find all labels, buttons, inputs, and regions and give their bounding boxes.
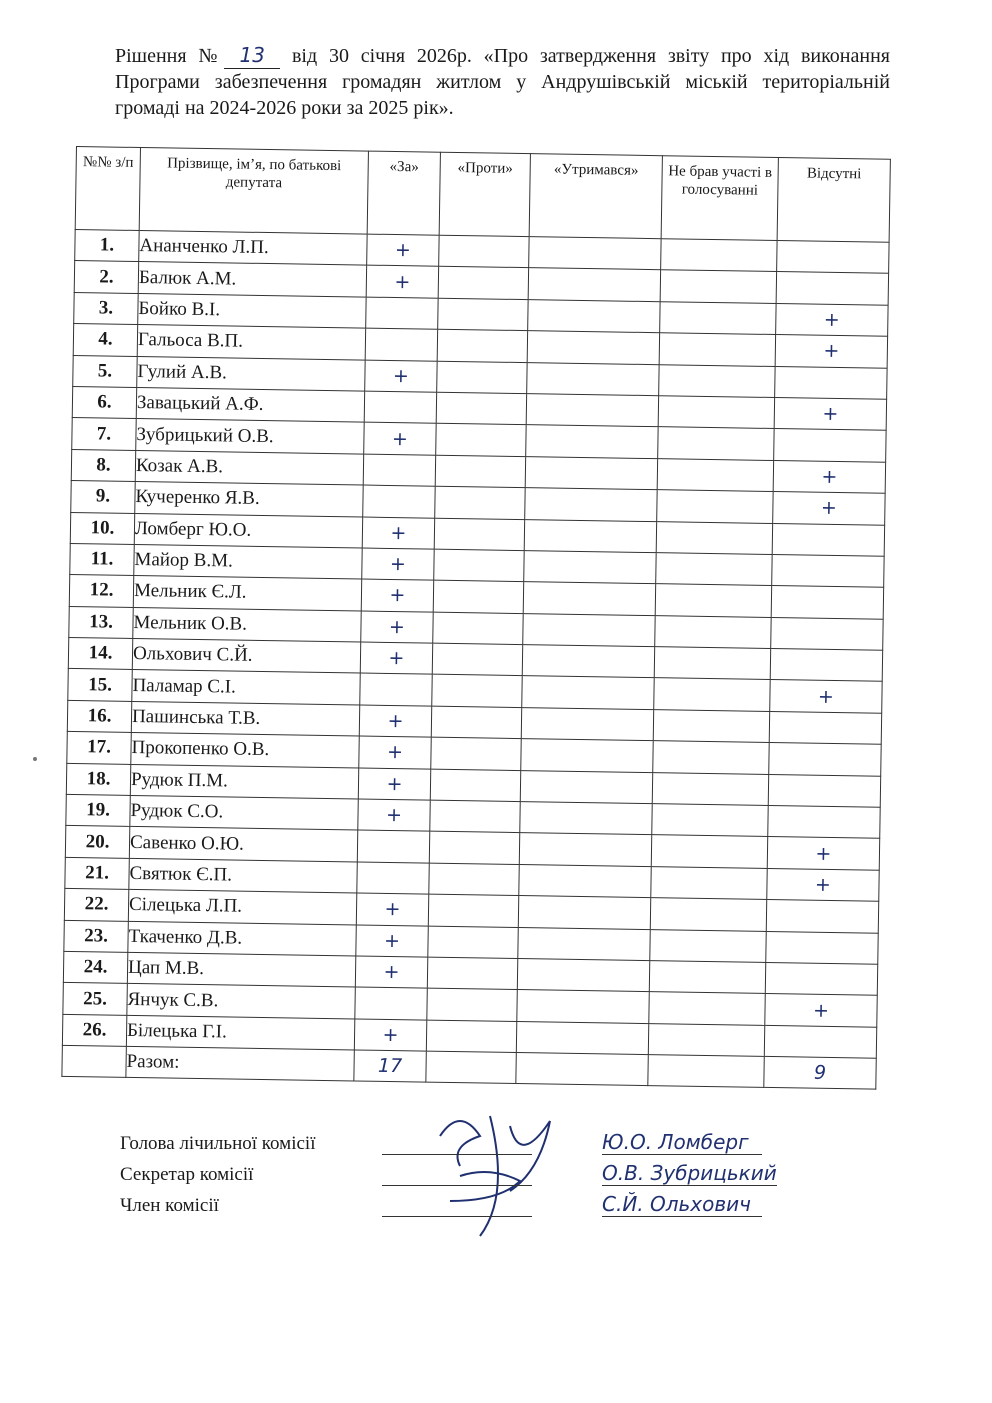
vote-utrymavsia bbox=[526, 394, 658, 427]
vote-vidsutni bbox=[772, 523, 884, 556]
vote-utrymavsia bbox=[527, 362, 659, 395]
vote-za: + bbox=[359, 705, 431, 738]
total-utrymavsia bbox=[516, 1053, 648, 1086]
vote-ne-brav bbox=[656, 553, 772, 586]
vote-za: + bbox=[367, 234, 439, 267]
total-empty-cell bbox=[62, 1046, 126, 1078]
vote-proty bbox=[437, 361, 527, 394]
vote-proty bbox=[434, 549, 524, 582]
total-label: Разом: bbox=[126, 1047, 354, 1082]
vote-vidsutni bbox=[766, 931, 878, 964]
signature-row-secretary bbox=[120, 1155, 890, 1186]
row-number: 9. bbox=[71, 481, 135, 513]
vote-vidsutni bbox=[769, 743, 881, 776]
vote-ne-brav bbox=[649, 992, 765, 1025]
vote-vidsutni bbox=[771, 586, 883, 619]
total-za: 17 bbox=[354, 1050, 426, 1082]
vote-za: + bbox=[355, 956, 427, 989]
vote-vidsutni bbox=[768, 805, 880, 838]
vote-utrymavsia bbox=[523, 582, 655, 615]
vote-vidsutni bbox=[772, 554, 884, 587]
vote-ne-brav bbox=[655, 615, 771, 648]
deputy-name: Янчук С.В. bbox=[127, 984, 355, 1019]
vote-utrymavsia bbox=[521, 707, 653, 740]
vote-proty bbox=[431, 706, 521, 739]
vote-vidsutni bbox=[765, 962, 877, 995]
vote-table bbox=[61, 146, 891, 1090]
vote-utrymavsia bbox=[525, 456, 657, 489]
vote-vidsutni: + bbox=[774, 397, 886, 430]
vote-za bbox=[357, 862, 429, 895]
vote-proty bbox=[436, 392, 526, 425]
vote-ne-brav bbox=[653, 710, 769, 743]
vote-utrymavsia bbox=[528, 268, 660, 301]
deputy-name: Рудюк С.О. bbox=[130, 795, 358, 830]
vote-utrymavsia bbox=[527, 331, 659, 364]
vote-proty bbox=[432, 643, 522, 676]
vote-vidsutni: + bbox=[767, 837, 879, 870]
vote-utrymavsia bbox=[518, 896, 650, 929]
vote-za: + bbox=[359, 736, 431, 769]
vote-ne-brav bbox=[658, 427, 774, 460]
vote-vidsutni bbox=[768, 774, 880, 807]
deputy-name: Пашинська Т.В. bbox=[131, 701, 359, 736]
vote-ne-brav bbox=[661, 239, 777, 272]
vote-proty bbox=[435, 486, 525, 519]
vote-utrymavsia bbox=[528, 299, 660, 332]
vote-utrymavsia bbox=[521, 739, 653, 772]
signature-role: Секретар комісії bbox=[120, 1164, 254, 1185]
signature-line bbox=[382, 1196, 532, 1217]
deputy-name: Кучеренко Я.В. bbox=[135, 482, 363, 517]
vote-vidsutni: + bbox=[775, 335, 887, 368]
vote-ne-brav bbox=[654, 678, 770, 711]
vote-ne-brav bbox=[653, 741, 769, 774]
vote-proty bbox=[427, 957, 517, 990]
vote-za bbox=[357, 830, 429, 863]
vote-ne-brav bbox=[660, 270, 776, 303]
vote-ne-brav bbox=[658, 396, 774, 429]
vote-proty bbox=[429, 863, 519, 896]
row-number: 2. bbox=[74, 261, 138, 293]
vote-za: + bbox=[362, 548, 434, 581]
signature-name: С.Й. Ольхович bbox=[602, 1192, 762, 1217]
vote-za: + bbox=[356, 925, 428, 958]
signature-line bbox=[382, 1134, 532, 1155]
deputy-name: Ломберг Ю.О. bbox=[134, 513, 362, 548]
vote-za bbox=[355, 987, 427, 1020]
deputy-name: Прокопенко О.В. bbox=[131, 733, 359, 768]
vote-proty bbox=[428, 926, 518, 959]
vote-ne-brav bbox=[655, 584, 771, 617]
vote-proty bbox=[434, 518, 524, 551]
vote-za bbox=[363, 485, 435, 518]
vote-utrymavsia bbox=[529, 237, 661, 270]
vote-ne-brav bbox=[651, 835, 767, 868]
signature-row-member bbox=[120, 1186, 890, 1217]
header-za: «За» bbox=[367, 151, 440, 235]
vote-ne-brav bbox=[656, 521, 772, 554]
vote-ne-brav bbox=[650, 898, 766, 931]
vote-utrymavsia bbox=[522, 676, 654, 709]
vote-vidsutni bbox=[776, 272, 888, 305]
row-number: 16. bbox=[67, 700, 131, 732]
vote-ne-brav bbox=[659, 364, 775, 397]
deputy-name: Паламар С.І. bbox=[132, 670, 360, 705]
vote-za bbox=[363, 454, 435, 487]
deputy-name: Мельник Є.Л. bbox=[133, 576, 361, 611]
header-name: Прізвище, ім’я, по батькові депутата bbox=[139, 148, 368, 235]
vote-za: + bbox=[358, 768, 430, 801]
vote-ne-brav bbox=[659, 333, 775, 366]
vote-za: + bbox=[356, 893, 428, 926]
deputy-name: Савенко О.Ю. bbox=[129, 827, 357, 862]
vote-proty bbox=[432, 675, 522, 708]
deputy-name: Гальоса В.П. bbox=[137, 325, 365, 360]
vote-za: + bbox=[360, 642, 432, 675]
row-number: 22. bbox=[64, 889, 128, 921]
vote-utrymavsia bbox=[523, 613, 655, 646]
vote-za: + bbox=[362, 517, 434, 550]
vote-vidsutni: + bbox=[767, 868, 879, 901]
total-proty bbox=[426, 1051, 516, 1083]
row-number: 21. bbox=[65, 857, 129, 889]
deputy-name: Балюк А.М. bbox=[138, 262, 366, 297]
row-number: 24. bbox=[63, 951, 127, 983]
signature-line bbox=[382, 1165, 532, 1186]
row-number: 26. bbox=[62, 1014, 126, 1046]
row-number: 4. bbox=[73, 324, 137, 356]
deputy-name: Гулий А.В. bbox=[137, 356, 365, 391]
vote-proty bbox=[437, 329, 527, 362]
signature-block bbox=[120, 1124, 890, 1217]
vote-utrymavsia bbox=[517, 959, 649, 992]
total-vidsutni: 9 bbox=[764, 1057, 876, 1090]
deputy-name: Ананченко Л.П. bbox=[139, 231, 367, 266]
scan-speck bbox=[33, 757, 37, 761]
deputy-name: Бойко В.І. bbox=[138, 293, 366, 328]
deputy-name: Цап М.В. bbox=[127, 952, 355, 987]
vote-za: + bbox=[361, 611, 433, 644]
vote-proty bbox=[430, 800, 520, 833]
vote-utrymavsia bbox=[518, 927, 650, 960]
vote-za: + bbox=[361, 579, 433, 612]
row-number: 3. bbox=[74, 292, 138, 324]
vote-proty bbox=[439, 235, 529, 268]
header-vidsutni: Відсутні bbox=[777, 158, 890, 243]
signature-role: Член комісії bbox=[120, 1195, 219, 1216]
vote-proty bbox=[436, 424, 526, 457]
deputy-name: Ткаченко Д.В. bbox=[128, 921, 356, 956]
vote-vidsutni bbox=[771, 617, 883, 650]
row-number: 14. bbox=[68, 638, 132, 670]
decision-heading bbox=[115, 42, 890, 121]
row-number: 6. bbox=[72, 386, 136, 418]
vote-za bbox=[360, 673, 432, 706]
deputy-name: Завацький А.Ф. bbox=[136, 387, 364, 422]
vote-za: + bbox=[366, 265, 438, 298]
header-num: №№ з/п bbox=[75, 147, 140, 231]
vote-ne-brav bbox=[652, 772, 768, 805]
deputy-name: Майор В.М. bbox=[134, 544, 362, 579]
vote-za: + bbox=[354, 1019, 426, 1052]
vote-proty bbox=[427, 988, 517, 1021]
row-number: 18. bbox=[66, 763, 130, 795]
deputy-name: Мельник О.В. bbox=[133, 607, 361, 642]
vote-vidsutni: + bbox=[773, 460, 885, 493]
signature-name: О.В. Зубрицький bbox=[602, 1161, 777, 1185]
vote-vidsutni: + bbox=[773, 492, 885, 525]
header-utrymavsia: «Утримався» bbox=[529, 154, 662, 239]
row-number: 1. bbox=[75, 229, 139, 261]
vote-utrymavsia bbox=[525, 488, 657, 521]
row-number: 20. bbox=[65, 826, 129, 858]
vote-utrymavsia bbox=[519, 864, 651, 897]
row-number: 7. bbox=[72, 418, 136, 450]
row-number: 8. bbox=[71, 449, 135, 481]
vote-utrymavsia bbox=[520, 802, 652, 835]
vote-utrymavsia bbox=[519, 833, 651, 866]
vote-vidsutni bbox=[774, 429, 886, 462]
vote-utrymavsia bbox=[520, 770, 652, 803]
vote-ne-brav bbox=[651, 866, 767, 899]
vote-vidsutni bbox=[769, 711, 881, 744]
vote-za: + bbox=[364, 422, 436, 455]
vote-ne-brav bbox=[648, 1023, 764, 1056]
row-number: 13. bbox=[69, 606, 133, 638]
table-header-row bbox=[75, 147, 890, 243]
vote-vidsutni: + bbox=[770, 680, 882, 713]
vote-za: + bbox=[365, 360, 437, 393]
vote-proty bbox=[438, 267, 528, 300]
total-ne-brav bbox=[648, 1055, 764, 1088]
vote-vidsutni bbox=[766, 900, 878, 933]
vote-ne-brav bbox=[652, 804, 768, 837]
deputy-name: Зубрицький О.В. bbox=[136, 419, 364, 454]
vote-ne-brav bbox=[657, 490, 773, 523]
vote-utrymavsia bbox=[516, 1021, 648, 1054]
vote-utrymavsia bbox=[522, 645, 654, 678]
vote-proty bbox=[433, 580, 523, 613]
row-number: 5. bbox=[73, 355, 137, 387]
header-proty: «Проти» bbox=[439, 152, 530, 236]
deputy-name: Ольхович С.Й. bbox=[132, 639, 360, 674]
vote-proty bbox=[429, 832, 519, 865]
vote-proty bbox=[426, 1020, 516, 1053]
header-ne-brav: Не брав участі в голосуванні bbox=[661, 156, 778, 241]
vote-proty bbox=[430, 769, 520, 802]
signature-name: Ю.О. Ломберг bbox=[602, 1130, 762, 1155]
row-number: 11. bbox=[70, 543, 134, 575]
vote-proty bbox=[435, 455, 525, 488]
vote-ne-brav bbox=[650, 929, 766, 962]
row-number: 25. bbox=[63, 983, 127, 1015]
vote-utrymavsia bbox=[526, 425, 658, 458]
signature-row-head bbox=[120, 1124, 890, 1155]
row-number: 19. bbox=[66, 794, 130, 826]
vote-proty bbox=[431, 737, 521, 770]
vote-vidsutni: + bbox=[776, 303, 888, 336]
decision-number: 13 bbox=[224, 42, 280, 69]
deputy-name: Святюк Є.П. bbox=[129, 858, 357, 893]
vote-proty bbox=[428, 894, 518, 927]
deputy-name: Рудюк П.М. bbox=[130, 764, 358, 799]
heading-prefix: Рішення № bbox=[115, 45, 225, 67]
vote-za bbox=[364, 391, 436, 424]
vote-vidsutni bbox=[777, 241, 889, 274]
row-number: 17. bbox=[67, 732, 131, 764]
vote-za bbox=[365, 328, 437, 361]
table-body bbox=[62, 229, 889, 1058]
deputy-name: Сілецька Л.П. bbox=[128, 890, 356, 925]
vote-za bbox=[366, 297, 438, 330]
deputy-name: Білецька Г.І. bbox=[126, 1015, 354, 1050]
vote-vidsutni: + bbox=[765, 994, 877, 1027]
vote-vidsutni bbox=[770, 649, 882, 682]
vote-utrymavsia bbox=[524, 550, 656, 583]
signature-role: Голова лічильної комісії bbox=[120, 1133, 316, 1154]
row-number: 15. bbox=[68, 669, 132, 701]
vote-vidsutni bbox=[775, 366, 887, 399]
vote-proty bbox=[438, 298, 528, 331]
heading-text: від 30 січня 2026р. «Про затвердження звіту про хід виконання Програми забезпечення громадян житлом у Андрушівській міській територіальній громаді на 2024-2026 роки за 2025 рік». bbox=[115, 45, 890, 119]
vote-proty bbox=[433, 612, 523, 645]
row-number: 23. bbox=[64, 920, 128, 952]
vote-ne-brav bbox=[660, 301, 776, 334]
vote-ne-brav bbox=[654, 647, 770, 680]
row-number: 12. bbox=[69, 575, 133, 607]
vote-ne-brav bbox=[657, 458, 773, 491]
vote-vidsutni bbox=[764, 1025, 876, 1058]
deputy-name: Козак А.В. bbox=[135, 450, 363, 485]
vote-za: + bbox=[358, 799, 430, 832]
vote-utrymavsia bbox=[524, 519, 656, 552]
row-number: 10. bbox=[70, 512, 134, 544]
vote-utrymavsia bbox=[517, 990, 649, 1023]
vote-ne-brav bbox=[649, 961, 765, 994]
